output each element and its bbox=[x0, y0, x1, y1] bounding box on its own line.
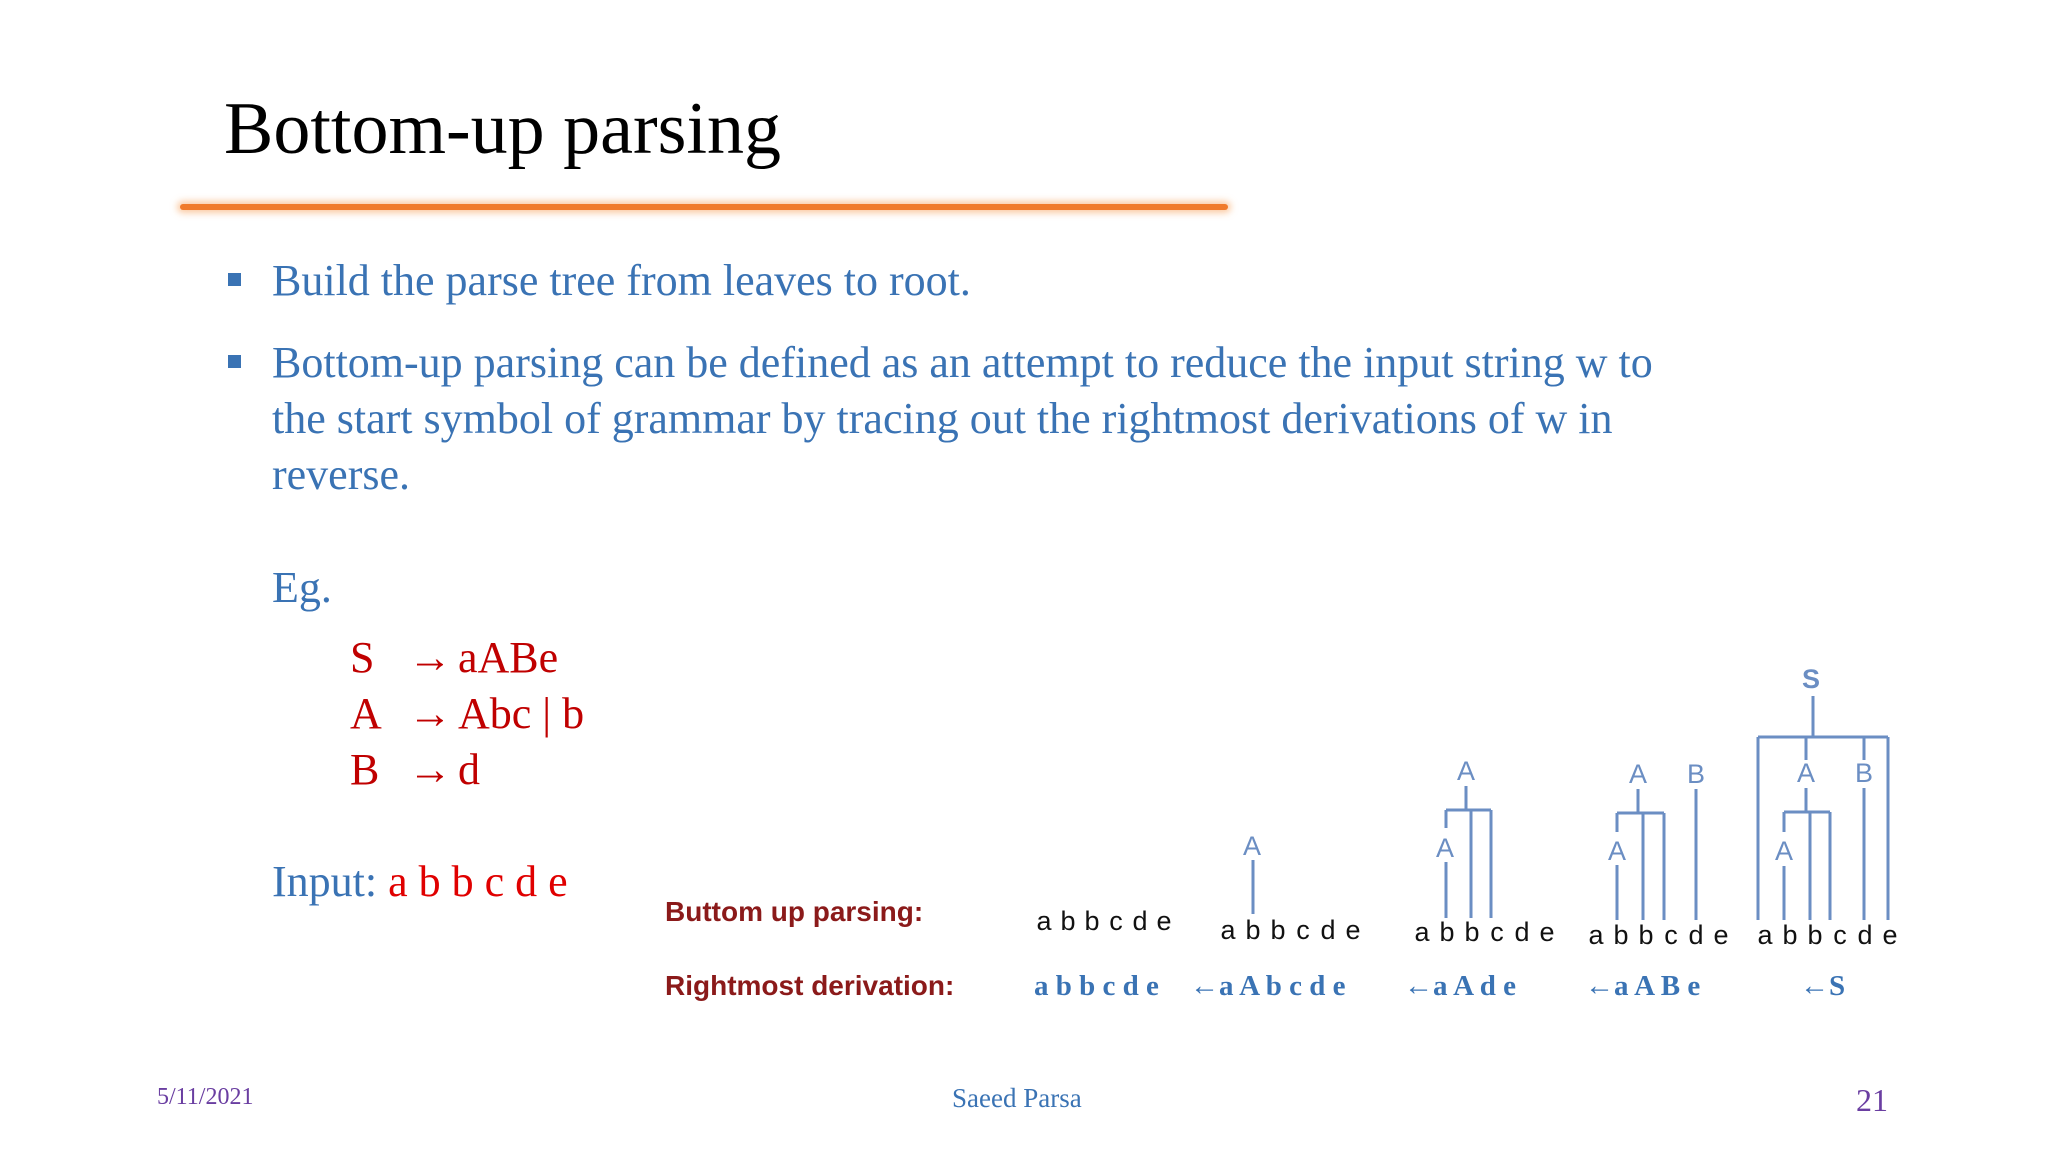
rule-arrow: → bbox=[408, 633, 452, 682]
derivation-step: ←a A B e bbox=[1585, 970, 1701, 1002]
slide-title: Bottom-up parsing bbox=[224, 88, 782, 170]
nonterminal-A: A bbox=[1774, 836, 1794, 866]
token-d: d bbox=[1320, 915, 1336, 945]
nonterminal-A: A bbox=[1607, 836, 1627, 866]
nonterminal-B: B bbox=[1686, 759, 1706, 789]
token-a: a bbox=[1414, 917, 1430, 947]
derivation-step: a b b c d e bbox=[1034, 970, 1159, 1002]
footer-author: Saeed Parsa bbox=[952, 1083, 1082, 1113]
nonterminal-A: A bbox=[1242, 831, 1262, 861]
token-e: e bbox=[1713, 920, 1729, 950]
derivation-step: ←S bbox=[1800, 970, 1846, 1002]
example-label: Eg. bbox=[272, 563, 332, 612]
token-b: b bbox=[1245, 915, 1261, 945]
rule-arrow: → bbox=[408, 745, 452, 794]
input-label: Input: bbox=[272, 857, 378, 906]
token-a: a bbox=[1757, 920, 1773, 950]
rule-rhs: d bbox=[458, 745, 480, 794]
rule-rhs: aABe bbox=[458, 633, 559, 682]
token-d: d bbox=[1514, 917, 1530, 947]
bullet-2-line-2: the start symbol of grammar by tracing out the rightmost derivations of w in bbox=[272, 394, 1613, 443]
token-a: a bbox=[1220, 915, 1236, 945]
nonterminal-S: S bbox=[1801, 664, 1821, 694]
token-b: b bbox=[1060, 906, 1076, 936]
token-c: c bbox=[1296, 915, 1310, 945]
footer-page-number: 21 bbox=[1856, 1082, 1888, 1118]
rule-lhs: S bbox=[350, 633, 375, 682]
token-b: b bbox=[1638, 920, 1654, 950]
nonterminal-A: A bbox=[1456, 756, 1476, 786]
rule-arrow: → bbox=[408, 689, 452, 738]
token-b: b bbox=[1807, 920, 1823, 950]
token-c: c bbox=[1490, 917, 1504, 947]
nonterminal-A: A bbox=[1628, 759, 1648, 789]
token-b: b bbox=[1270, 915, 1286, 945]
token-c: c bbox=[1109, 906, 1123, 936]
token-c: c bbox=[1664, 920, 1678, 950]
footer-date: 5/11/2021 bbox=[157, 1084, 254, 1110]
token-b: b bbox=[1613, 920, 1629, 950]
derivation-step: ←a A d e bbox=[1404, 970, 1516, 1002]
bullet-2-line-3: reverse. bbox=[272, 450, 411, 499]
nonterminal-A: A bbox=[1435, 833, 1455, 863]
token-d: d bbox=[1132, 906, 1148, 936]
nonterminal-B: B bbox=[1854, 758, 1874, 788]
bullet-2-line-1: Bottom-up parsing can be defined as an attempt to reduce the input string w to bbox=[272, 338, 1653, 387]
bottom-up-label: Buttom up parsing: bbox=[665, 896, 924, 927]
nonterminal-A: A bbox=[1796, 758, 1816, 788]
rule-rhs: Abc | b bbox=[458, 689, 585, 738]
rightmost-label: Rightmost derivation: bbox=[665, 970, 955, 1001]
token-b: b bbox=[1084, 906, 1100, 936]
rule-lhs: A bbox=[350, 689, 382, 738]
bullet-1-text: Build the parse tree from leaves to root. bbox=[272, 256, 971, 305]
token-c: c bbox=[1833, 920, 1847, 950]
rule-lhs: B bbox=[350, 745, 380, 794]
token-e: e bbox=[1882, 920, 1898, 950]
token-d: d bbox=[1857, 920, 1873, 950]
token-d: d bbox=[1688, 920, 1704, 950]
token-e: e bbox=[1156, 906, 1172, 936]
token-e: e bbox=[1539, 917, 1555, 947]
token-e: e bbox=[1345, 915, 1361, 945]
derivation-step: ←a A b c d e bbox=[1190, 970, 1346, 1002]
token-a: a bbox=[1036, 906, 1052, 936]
token-a: a bbox=[1588, 920, 1604, 950]
token-b: b bbox=[1782, 920, 1798, 950]
token-b: b bbox=[1464, 917, 1480, 947]
token-b: b bbox=[1439, 917, 1455, 947]
input-value: a b b c d e bbox=[388, 857, 568, 906]
